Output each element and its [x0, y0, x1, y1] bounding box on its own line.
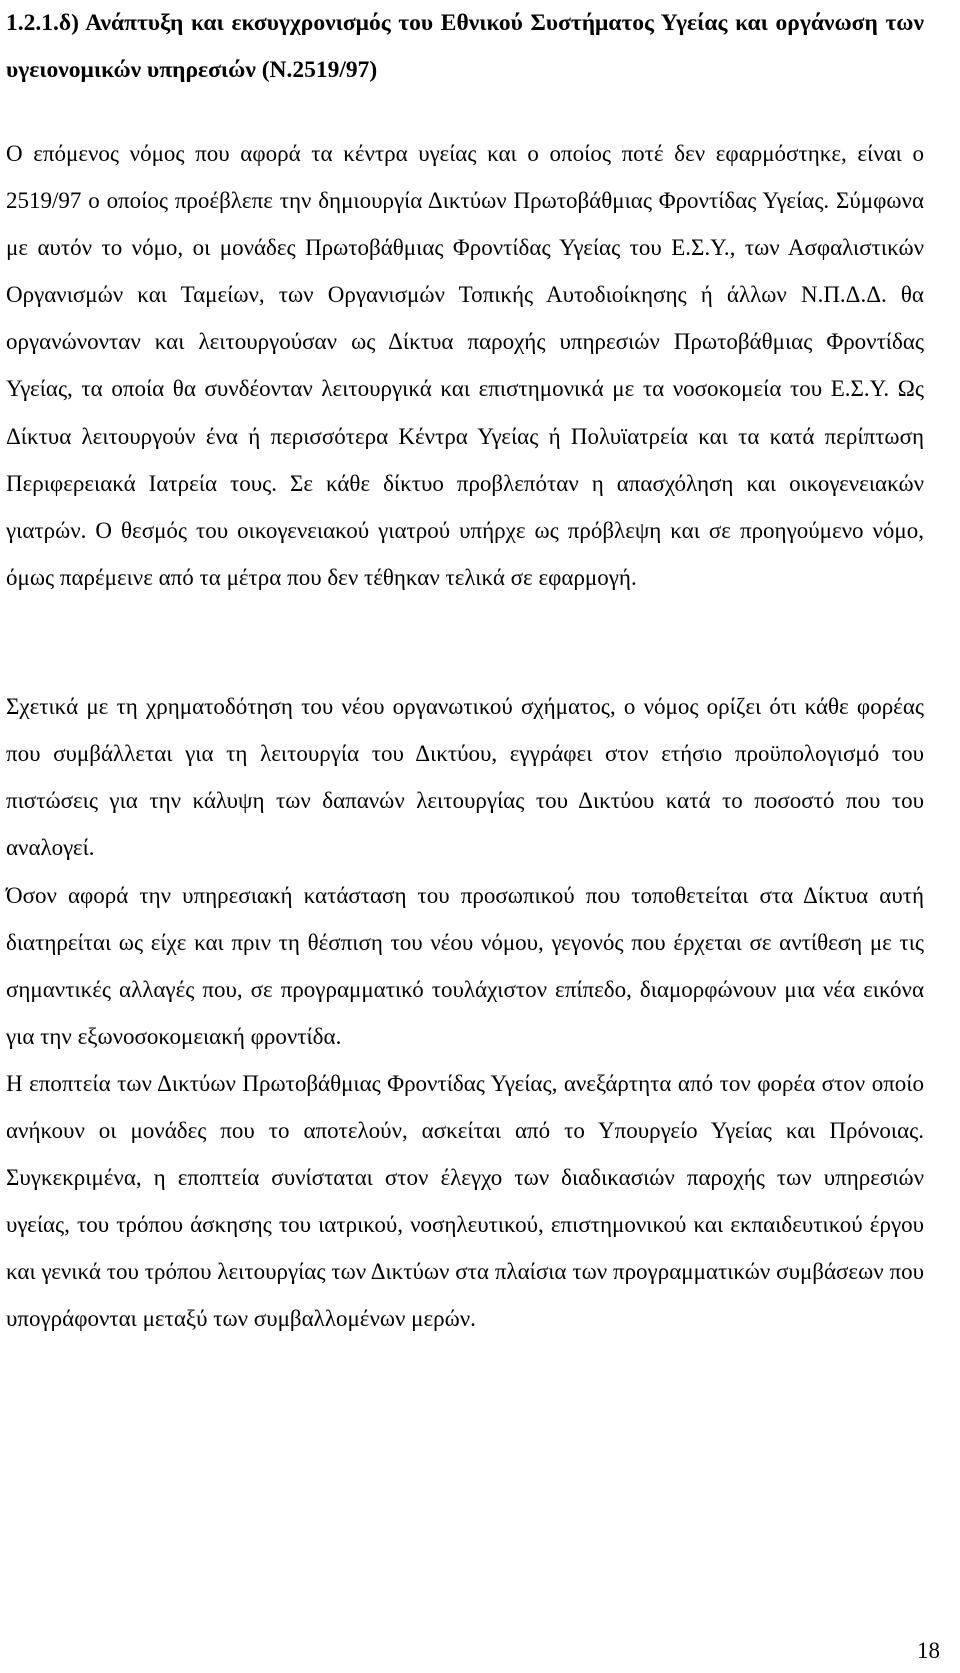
section-heading: 1.2.1.δ) Ανάπτυξη και εκσυγχρονισμός του Εθνικού Συστήματος Υγείας και οργάνωση των υγειονομικών υπηρεσιών (Ν.2519/97): [6, 10, 924, 83]
paragraph-financing: Σχετικά με τη χρηματοδότηση του νέου οργανωτικού σχήματος, ο νόμος ορίζει ότι κάθε φορέας που συμβάλλεται για τη λειτουργία του Δικτύου, εγγράφει στον ετήσιο προϋπολογισμό του πιστώσεις για την κάλυψη των δαπανών λειτουργίας του Δικτύου κατά το ποσοστό που του αναλογεί.: [6, 694, 924, 861]
paragraph-supervision: Η εποπτεία των Δικτύων Πρωτοβάθμιας Φροντίδας Υγείας, ανεξάρτητα από τον φορέα στον οποίο ανήκουν οι μονάδες που το αποτελούν, ασκείται από το Υπουργείο Υγείας και Πρόνοιας. Συγκεκριμένα, η εποπτεία συνίσταται στον έλεγχο των διαδικασιών παροχής των υπηρεσιών υγείας, του τρόπου άσκησης του ιατρικού, νοσηλευτικού, επιστημονικού και εκπαιδευτικού έργου και γενικά του τρόπου λειτουργίας των Δικτύων στα πλαίσια των προγραμματικών συμβάσεων που υπογράφονται μεταξύ των συμβαλλομένων μερών.: [6, 1071, 924, 1332]
paragraph-staff-status: Όσον αφορά την υπηρεσιακή κατάσταση του προσωπικού που τοποθετείται στα Δίκτυα αυτή διατηρείται ως είχε και πριν τη θέσπιση του νέου νόμου, γεγονός που έρχεται σε αντίθεση με τις σημαντικές αλλαγές που, σε προγραμματικό τουλάχιστον επίπεδο, διαμορφώνουν μια νέα εικόνα για την εξωνοσοκομειακή φροντίδα.: [6, 883, 924, 1050]
paragraph-law-2519: Ο επόμενος νόμος που αφορά τα κέντρα υγείας και ο οποίος ποτέ δεν εφαρμόστηκε, είναι ο 2519/97 ο οποίος προέβλεπε την δημιουργία Δικτύων Πρωτοβάθμιας Φροντίδας Υγείας. Σύμφωνα με αυτόν το νόμο, οι μονάδες Πρωτοβάθμιας Φροντίδας Υγείας του Ε.Σ.Υ., των Ασφαλιστικών Οργανισμών και Ταμείων, των Οργανισμών Τοπικής Αυτοδιοίκησης ή άλλων Ν.Π.Δ.Δ. θα οργανώνονταν και λειτουργούσαν ως Δίκτυα παροχής υπηρεσιών Πρωτοβάθμιας Φροντίδας Υγείας, τα οποία θα συνδέονταν λειτουργικά και επιστημονικά με τα νοσοκομεία του Ε.Σ.Υ. Ως Δίκτυα λειτουργούν ένα ή περισσότερα Κέντρα Υγείας ή Πολυϊατρεία και τα κατά περίπτωση Περιφερειακά Ιατρεία τους. Σε κάθε δίκτυο προβλεπόταν η απασχόληση και οικογενειακών γιατρών. Ο θεσμός του οικογενειακού γιατρού υπήρχε ως πρόβλεψη και σε προηγούμενο νόμο, όμως παρέμεινε από τα μέτρα που δεν τέθηκαν τελικά σε εφαρμογή.: [6, 141, 924, 590]
page-number: 18: [917, 1638, 940, 1663]
